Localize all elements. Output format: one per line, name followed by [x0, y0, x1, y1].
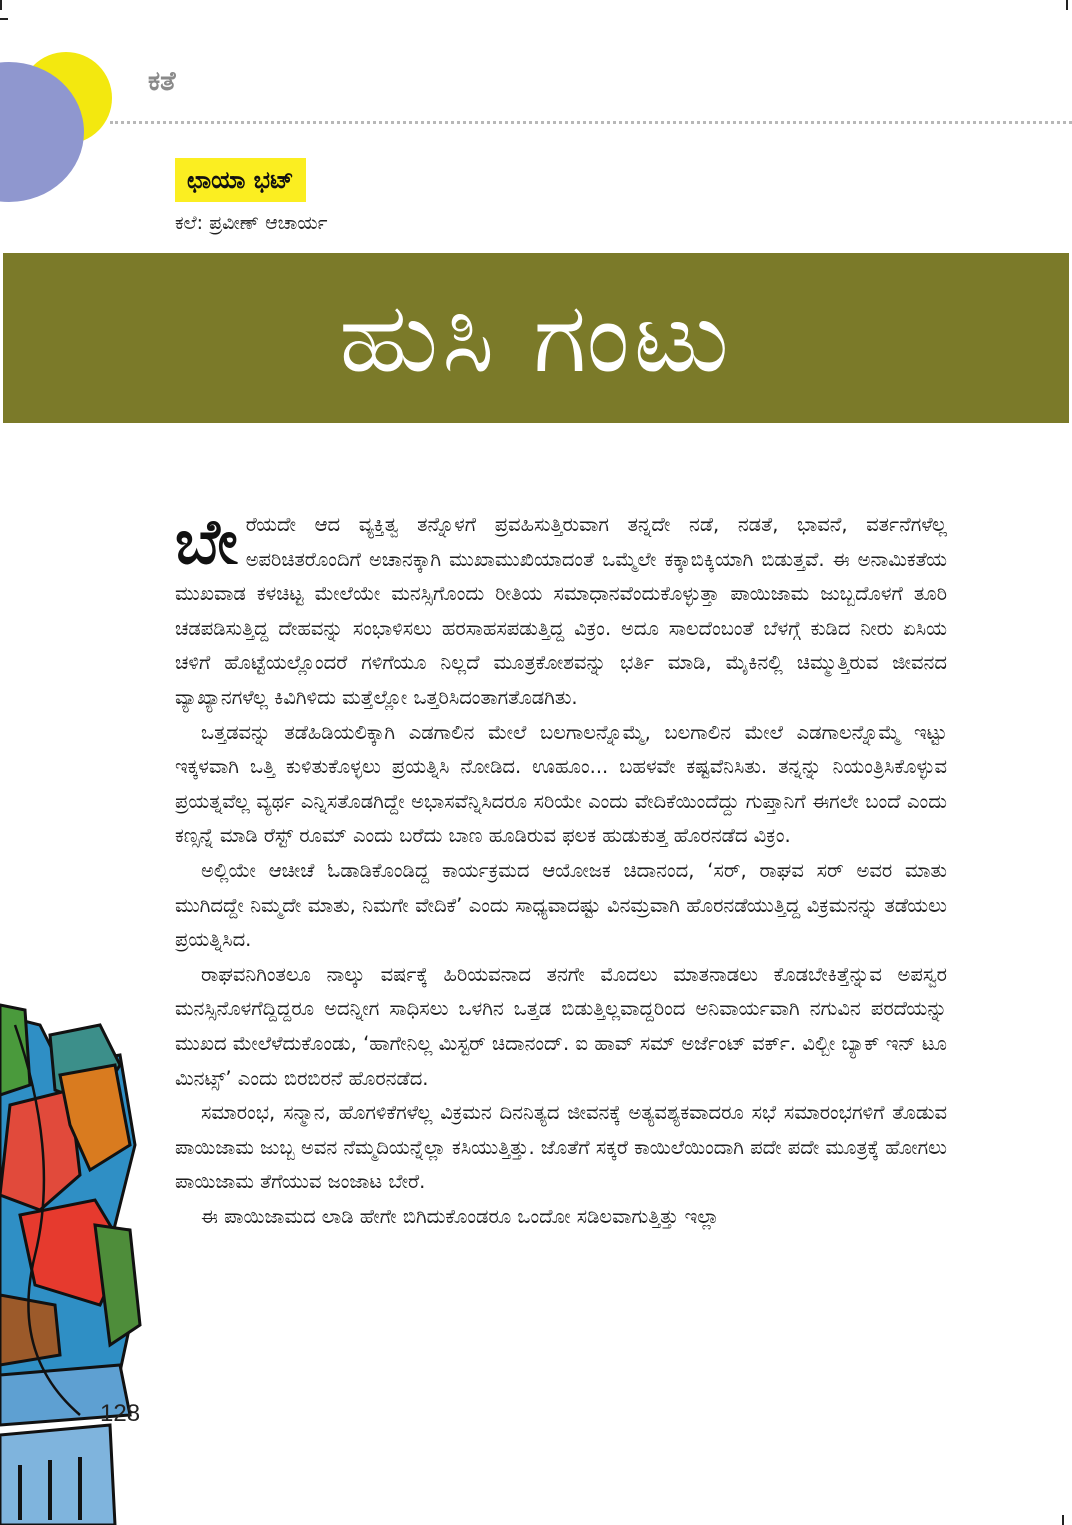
- story-paragraph: [175, 505, 947, 716]
- section-label: ಕತೆ: [148, 66, 176, 97]
- illustration: [0, 995, 150, 1525]
- story-paragraph: ಅಲ್ಲಿಯೇ ಆಚೀಚೆ ಓಡಾಡಿಕೊಂಡಿದ್ದ ಕಾರ್ಯಕ್ರಮದ ಆಯೋಜಕ ಚಿದಾನಂದ, ‘ಸರ್, ರಾಘವ ಸರ್ ಅವರ ಮಾತು ಮುಗಿದದ್ದೇ ನಿಮ್ಮದೇ ಮಾತು, ನಿಮಗೇ ವೇದಿಕೆ’ ಎಂದು ಸಾಧ್ಯವಾದಷ್ಟು ವಿನಮ್ರವಾಗಿ ಹೊರನಡೆಯುತ್ತಿದ್ದ ವಿಕ್ರಮನನ್ನು ತಡೆಯಲು ಪ್ರಯತ್ನಿಸಿದ.: [175, 858, 947, 952]
- story-paragraph: ಒತ್ತಡವನ್ನು ತಡೆಹಿಡಿಯಲಿಕ್ಕಾಗಿ ಎಡಗಾಲಿನ ಮೇಲೆ ಬಲಗಾಲನ್ನೊಮ್ಮೆ, ಬಲಗಾಲಿನ ಮೇಲೆ ಎಡಗಾಲನ್ನೊಮ್ಮೆ ಇಟ್ಟು ಇಕ್ಕಳವಾಗಿ ಒತ್ತಿ ಕುಳಿತುಕೊಳ್ಳಲು ಪ್ರಯತ್ನಿಸಿ ನೋಡಿದ. ಊಹೂಂ... ಬಹಳವೇ ಕಷ್ಟವೆನಿಸಿತು. ತನ್ನನ್ನು ನಿಯಂತ್ರಿಸಿಕೊಳ್ಳುವ ಪ್ರಯತ್ನವೆಲ್ಲ ವ್ಯರ್ಥ ಎನ್ನಿಸತೊಡಗಿದ್ದೇ ಅಭಾಸವೆನ್ನಿಸಿದರೂ ಸರಿಯೇ ಎಂದು ವೇದಿಕೆಯಿಂದೆದ್ದು ಗುಪ್ತಾನಿಗೆ ಈಗಲೇ ಬಂದೆ ಎಂದು ಕಣ್ಸನ್ನೆ ಮಾಡಿ ರೆಸ್ಟ್ ರೂಮ್ ಎಂದು ಬರೆದು ಬಾಣ ಹೂಡಿರುವ ಫಲಕ ಹುಡುಕುತ್ತ ಹೊರನಡೆದ ವಿಕ್ರಂ.: [175, 720, 947, 848]
- story-title: ಹುಸಿ ಗಂಟು: [339, 280, 733, 395]
- story-paragraph: ಈ ಪಾಯಿಜಾಮದ ಲಾಡಿ ಹೇಗೇ ಬಿಗಿದುಕೊಂಡರೂ ಒಂದೋ ಸಡಿಲವಾಗುತ್ತಿತ್ತು ಇಲ್ಲಾ: [201, 1204, 720, 1228]
- title-banner: [3, 253, 1069, 423]
- crop-mark: [0, 0, 2, 10]
- header-divider: [110, 121, 1072, 124]
- page-number: 128: [100, 1400, 141, 1427]
- crop-mark: [0, 18, 8, 20]
- story-paragraph: ರಾಘವನಿಗಿಂತಲೂ ನಾಲ್ಕು ವರ್ಷಕ್ಕೆ ಹಿರಿಯವನಾದ ತನಗೇ ಮೊದಲು ಮಾತನಾಡಲು ಕೊಡಬೇಕಿತ್ತೆನ್ನುವ ಅಪಸ್ವರ ಮನಸ್ಸಿನೊಳಗೆದ್ದಿದ್ದರೂ ಅದನ್ನೀಗ ಸಾಧಿಸಲು ಒಳಗಿನ ಒತ್ತಡ ಬಿಡುತ್ತಿಲ್ಲವಾದ್ದರಿಂದ ಅನಿವಾರ್ಯವಾಗಿ ನಗುವಿನ ಪರದೆಯನ್ನು ಮುಖದ ಮೇಲೆಳೆದುಕೊಂಡು, ‘ಹಾಗೇನಿಲ್ಲ ಮಿಸ್ಟರ್ ಚಿದಾನಂದ್. ಐ ಹಾವ್ ಸಮ್ ಅರ್ಜೆಂಟ್ ವರ್ಕ್. ವಿಲ್ಬೀ ಬ್ಯಾಕ್ ಇನ್ ಟೂ ಮಿನಟ್ಸ್’ ಎಂದು ಬಿರಬಿರನೆ ಹೊರನಡೆದ.: [175, 962, 947, 1090]
- artist-credit: ಕಲೆ: ಪ್ರವೀಣ್ ಆಚಾರ್ಯ: [175, 212, 328, 234]
- story-paragraph-text: ರೆಯದೇ ಆದ ವ್ಯಕ್ತಿತ್ವ ತನ್ನೊಳಗೆ ಪ್ರವಹಿಸುತ್ತಿರುವಾಗ ತನ್ನದೇ ನಡೆ, ನಡತೆ, ಭಾವನೆ, ವರ್ತನೆಗಳೆಲ್ಲ ಅಪರಿಚಿತರೊಂದಿಗೆ ಅಚಾನಕ್ಕಾಗಿ ಮುಖಾಮುಖಿಯಾದಂತೆ ಒಮ್ಮೆಲೇ ಕಕ್ಕಾಬಿಕ್ಕಿಯಾಗಿ ಬಿಡುತ್ತವೆ. ಈ ಅನಾಮಿಕತೆಯ ಮುಖವಾಡ ಕಳಚಿಟ್ಟ ಮೇಲೆಯೇ ಮನಸ್ಸಿಗೊಂದು ರೀತಿಯ ಸಮಾಧಾನವೆಂದುಕೊಳ್ಳುತ್ತಾ ಪಾಯಿಜಾಮ ಜುಬ್ಬದೊಳಗೆ ತೂರಿ ಚಡಪಡಿಸುತ್ತಿದ್ದ ದೇಹವನ್ನು ಸಂಭಾಳಿಸಲು ಹರಸಾಹಸಪಡುತ್ತಿದ್ದ ವಿಕ್ರಂ. ಅದೂ ಸಾಲದೆಂಬಂತೆ ಬೆಳಗ್ಗೆ ಕುಡಿದ ನೀರು ಏಸಿಯ ಚಳಿಗೆ ಹೊಟ್ಟೆಯಲ್ಲೊಂದರೆ ಗಳಿಗೆಯೂ ನಿಲ್ಲದೆ ಮೂತ್ರಕೋಶವನ್ನು ಭರ್ತಿ ಮಾಡಿ, ಮೈಕಿನಲ್ಲಿ ಚಿಮ್ಮುತ್ತಿರುವ ಜೀವನದ ವ್ಯಾಖ್ಯಾನಗಳೆಲ್ಲ ಕಿವಿಗಿಳಿದು ಮತ್ತೆಲ್ಲೋ ಒತ್ತರಿಸಿದಂತಾಗತೊಡಗಿತು.: [175, 513, 947, 709]
- drop-cap: ಬೇ: [175, 505, 238, 578]
- crop-mark: [1062, 1515, 1064, 1525]
- story-body: [175, 505, 947, 1234]
- crop-mark: [1066, 0, 1068, 10]
- story-paragraph: ಸಮಾರಂಭ, ಸನ್ಮಾನ, ಹೊಗಳಿಕೆಗಳೆಲ್ಲ ವಿಕ್ರಮನ ದಿನನಿತ್ಯದ ಜೀವನಕ್ಕೆ ಅತ್ಯವಶ್ಯಕವಾದರೂ ಸಭೆ ಸಮಾರಂಭಗಳಿಗೆ ತೊಡುವ ಪಾಯಿಜಾಮ ಜುಬ್ಬ ಅವನ ನೆಮ್ಮದಿಯನ್ನೆಲ್ಲಾ ಕಸಿಯುತ್ತಿತ್ತು. ಜೊತೆಗೆ ಸಕ್ಕರೆ ಕಾಯಿಲೆಯಿಂದಾಗಿ ಪದೇ ಪದೇ ಮೂತ್ರಕ್ಕೆ ಹೋಗಲು ಪಾಯಿಜಾಮ ತೆಗೆಯುವ ಜಂಜಾಟ ಬೇರೆ.: [175, 1101, 947, 1194]
- author-name: ಛಾಯಾ ಭಟ್: [175, 158, 306, 202]
